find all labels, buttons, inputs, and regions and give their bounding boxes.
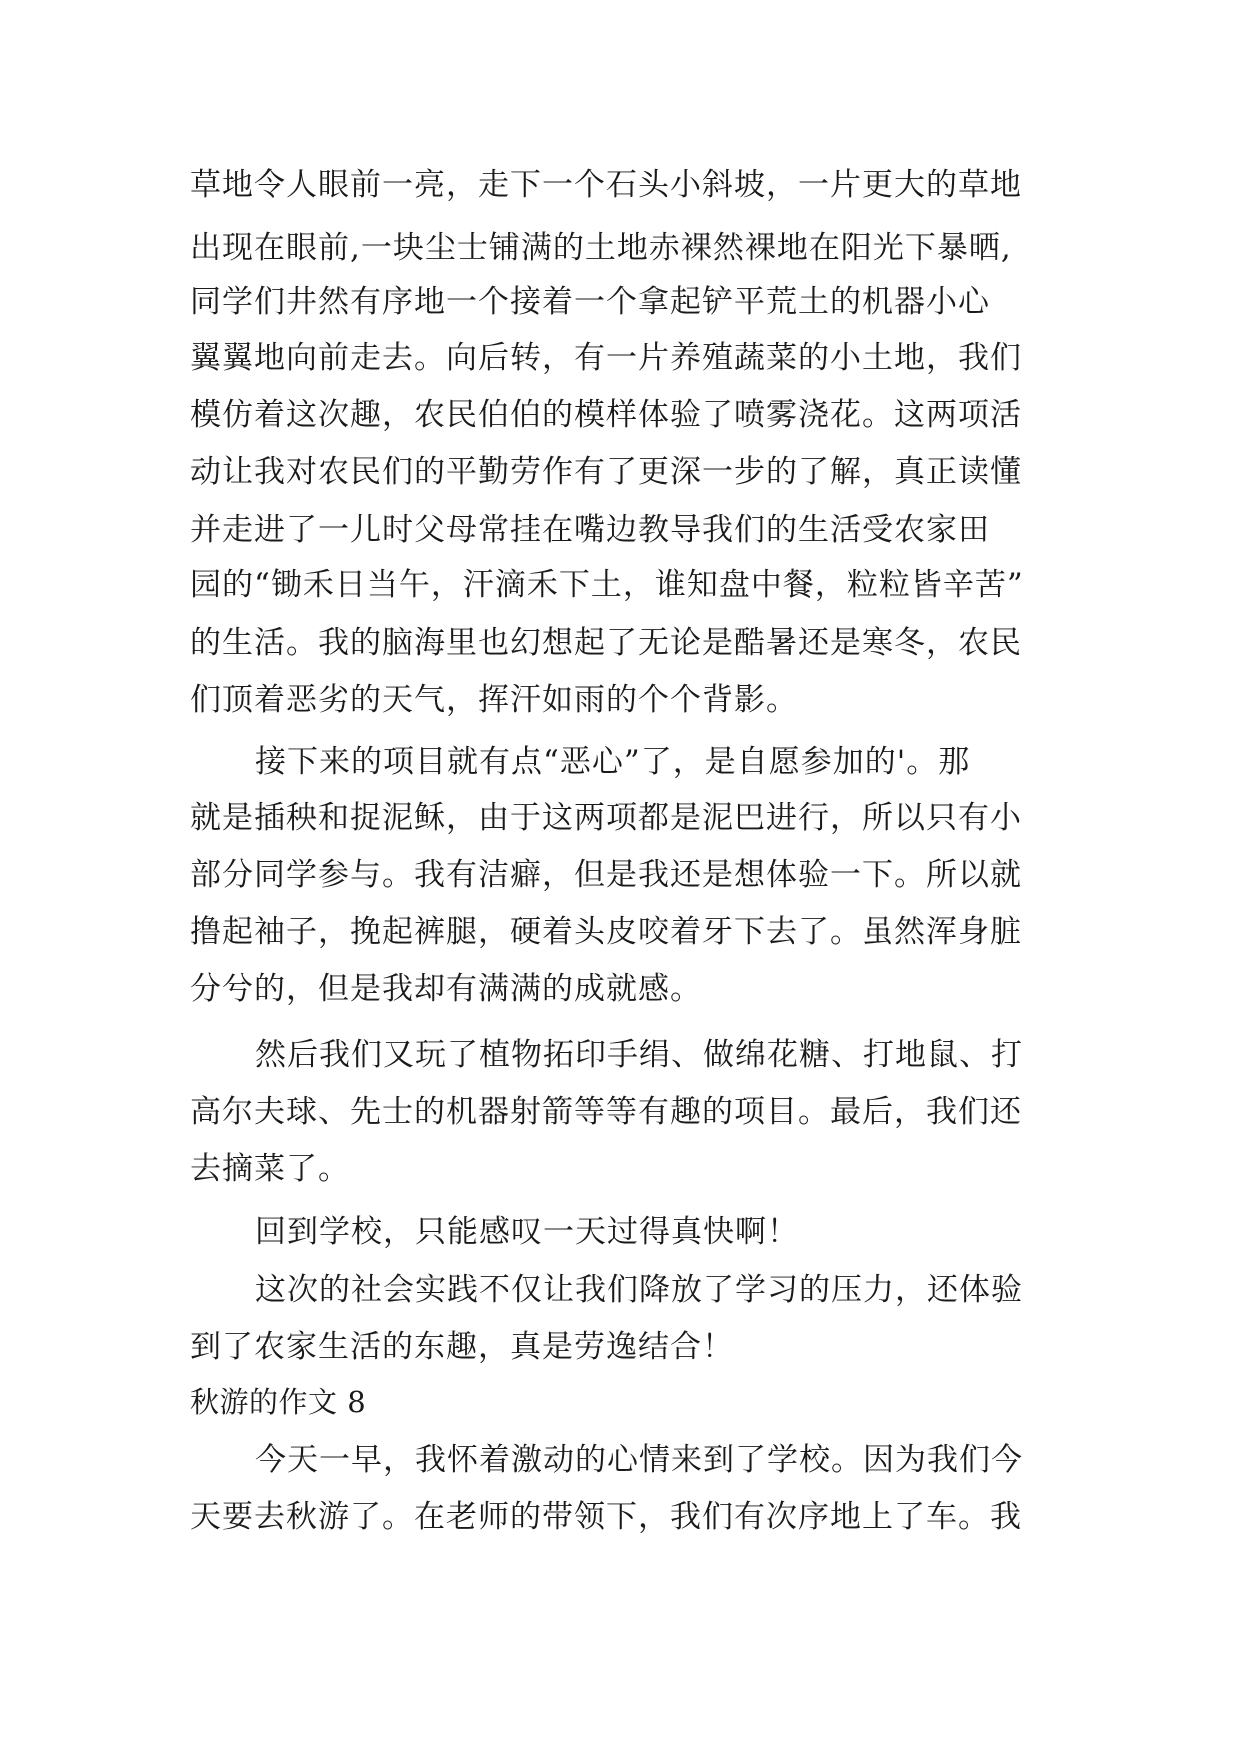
text-line-5: 模仿着这次趣，农民伯伯的模样体验了喷雾浇花。这两项活 (190, 397, 1022, 433)
text-line-14: 撸起袖子，挽起裤腿，硬着头皮咬着牙下去了。虽然浑身脏 (190, 914, 1022, 950)
text-line-8: 园的“锄禾日当午，汗滴禾下土，谁知盘中餐，粒粒皆辛苦” (190, 567, 1024, 603)
paragraph-start-line: 回到学校，只能感叹一天过得真快啊！ (255, 1214, 799, 1250)
text-line-6: 动让我对农民们的平勤劳作有了更深一步的了解，真正读懂 (190, 454, 1022, 490)
text-line-1: 草地令人眼前一亮，走下一个石头小斜坡，一片更大的草地 (190, 167, 1022, 203)
paragraph-start-line: 然后我们又玩了植物拓印手绢、做绵花糖、打地鼠、打 (255, 1037, 1023, 1073)
paragraph-start-line: 这次的社会实践不仅让我们降放了学习的压力，还体验 (255, 1272, 1023, 1308)
paragraph-start-line: 今天一早，我怀着激动的心情来到了学校。因为我们今 (255, 1442, 1023, 1478)
text-line-9: 的生活。我的脑海里也幻想起了无论是酷暑还是寒冬，农民 (190, 625, 1022, 661)
text-line-15: 分兮的，但是我却有满满的成就感。 (190, 971, 702, 1007)
text-line-18: 去摘菜了。 (190, 1151, 350, 1187)
text-line-12: 就是插秧和捉泥稣，由于这两项都是泥巴进行，所以只有小 (190, 800, 1022, 836)
text-line-17: 高尔夫球、先士的机器射箭等等有趣的项目。最后，我们还 (190, 1094, 1022, 1130)
text-line-3: 同学们井然有序地一个接着一个拿起铲平荒土的机器小心 (190, 284, 990, 320)
text-line-7: 并走进了一儿时父母常挂在嘴边教导我们的生活受农家田 (190, 512, 990, 548)
text-line-10: 们顶着恶劣的天气，挥汗如雨的个个背影。 (190, 682, 798, 718)
text-line-13: 部分同学参与。我有洁癖，但是我还是想体验一下。所以就 (190, 857, 1022, 893)
paragraph-start-line: 接下来的项目就有点“恶心”了，是自愿参加的'。那 (255, 744, 971, 780)
text-line-21: 到了农家生活的东趣，真是劳逸结合！ (190, 1329, 734, 1365)
text-line-4: 翼翼地向前走去。向后转，有一片养殖蔬菜的小土地，我们 (190, 340, 1022, 376)
text-line-24: 天要去秋游了。在老师的带领下，我们有次序地上了车。我 (190, 1499, 1022, 1535)
section-heading: 秋游的作文 8 (190, 1385, 367, 1419)
text-line-2: 出现在眼前,一块尘士铺满的土地赤裸然裸地在阳光下暴晒, (190, 230, 1012, 266)
